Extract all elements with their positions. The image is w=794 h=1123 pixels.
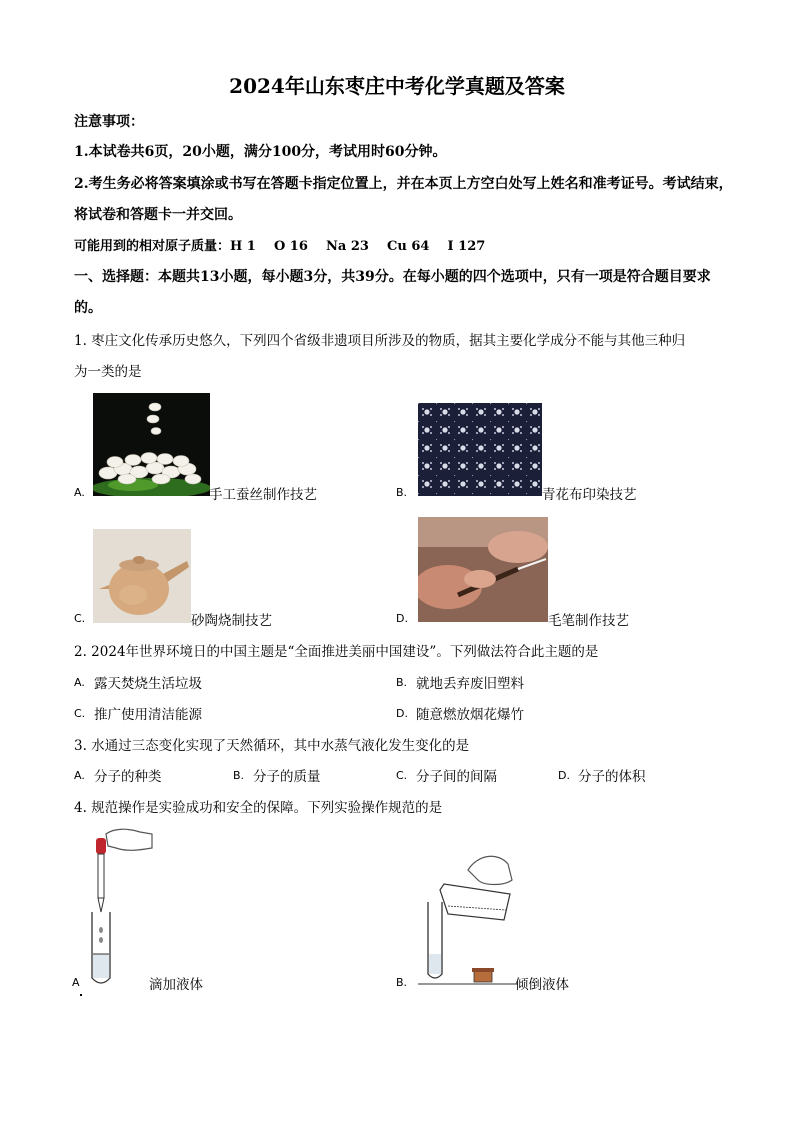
q4-option-b-letter: B. (396, 976, 408, 989)
q3-option-a-letter: A. (74, 769, 85, 782)
section-1-heading-line-1: 一、选择题：本题共13小题，每小题3分，共39分。在每小题的四个选项中，只有一项是符合题目要求 (74, 269, 711, 285)
q3-option-b-letter: B. (233, 769, 245, 782)
q3-option-a-text: 分子的种类 (94, 769, 162, 785)
q1-option-b-letter: B. (396, 486, 408, 499)
q2-option-b-letter: B. (396, 676, 408, 689)
q3-option-d-letter: D. (558, 769, 570, 782)
q4-option-b-label: 倾倒液体 (515, 977, 569, 993)
q4-option-a-label: 滴加液体 (149, 977, 203, 993)
q1-option-d-letter: D. (396, 612, 408, 625)
stray-dot (80, 994, 82, 996)
q3-option-c-text: 分子间的间隔 (416, 769, 497, 785)
silk-cocoon-image (93, 393, 210, 496)
q2-stem: 2. 2024年世界环境日的中国主题是“全面推进美丽中国建设”。下列做法符合此主题的是 (74, 644, 599, 660)
q2-option-b-text: 就地丢弃废旧塑料 (416, 676, 524, 692)
q3-option-b-text: 分子的质量 (253, 769, 321, 785)
q2-option-a-letter: A. (74, 676, 85, 689)
q1-option-a-letter: A. (74, 486, 85, 499)
notice-item-2-line-2: 将试卷和答题卡一并交回。 (74, 207, 242, 223)
q3-option-d-text: 分子的体积 (578, 769, 646, 785)
brush-making-image (418, 517, 548, 622)
q4-stem: 4. 规范操作是实验成功和安全的保障。下列实验操作规范的是 (74, 800, 443, 816)
clay-pot-image (93, 529, 191, 623)
q1-option-b-label: 青花布印染技艺 (542, 487, 637, 503)
section-1-heading-line-2: 的。 (74, 300, 102, 316)
blue-calico-image (418, 403, 542, 496)
q2-option-d-letter: D. (396, 707, 408, 720)
q4-option-a-letter: A (72, 976, 80, 989)
q1-option-c-letter: C. (74, 612, 86, 625)
notice-heading: 注意事项： (74, 114, 144, 130)
notice-item-1: 1.本试卷共6页，20小题，满分100分，考试用时60分钟。 (74, 144, 447, 160)
page-title: 2024年山东枣庄中考化学真题及答案 (229, 74, 565, 98)
q3-option-c-letter: C. (396, 769, 408, 782)
q1-option-c-label: 砂陶烧制技艺 (191, 613, 272, 629)
pouring-liquid-diagram (418, 850, 518, 986)
q1-option-d-label: 毛笔制作技艺 (548, 613, 629, 629)
q1-stem-line-1: 1. 枣庄文化传承历史悠久，下列四个省级非遗项目所涉及的物质，据其主要化学成分不能与其他三种归 (74, 333, 686, 349)
q2-option-a-text: 露天焚烧生活垃圾 (94, 676, 202, 692)
q1-option-a-label: 手工蚕丝制作技艺 (209, 487, 317, 503)
q2-option-c-letter: C. (74, 707, 86, 720)
notice-item-2-line-1: 2.考生务必将答案填涂或书写在答题卡指定位置上，并在本页上方空白处写上姓名和准考证号。考试结束， (74, 176, 733, 192)
atomic-mass-line: 可能用到的相对原子质量：H 1 O 16 Na 23 Cu 64 I 127 (74, 239, 486, 254)
q2-option-d-text: 随意燃放烟花爆竹 (416, 707, 524, 723)
dropper-test-tube-diagram (82, 826, 154, 990)
q3-stem: 3. 水通过三态变化实现了天然循环，其中水蒸气液化发生变化的是 (74, 738, 470, 754)
q1-stem-line-2: 为一类的是 (74, 364, 142, 380)
q2-option-c-text: 推广使用清洁能源 (94, 707, 202, 723)
